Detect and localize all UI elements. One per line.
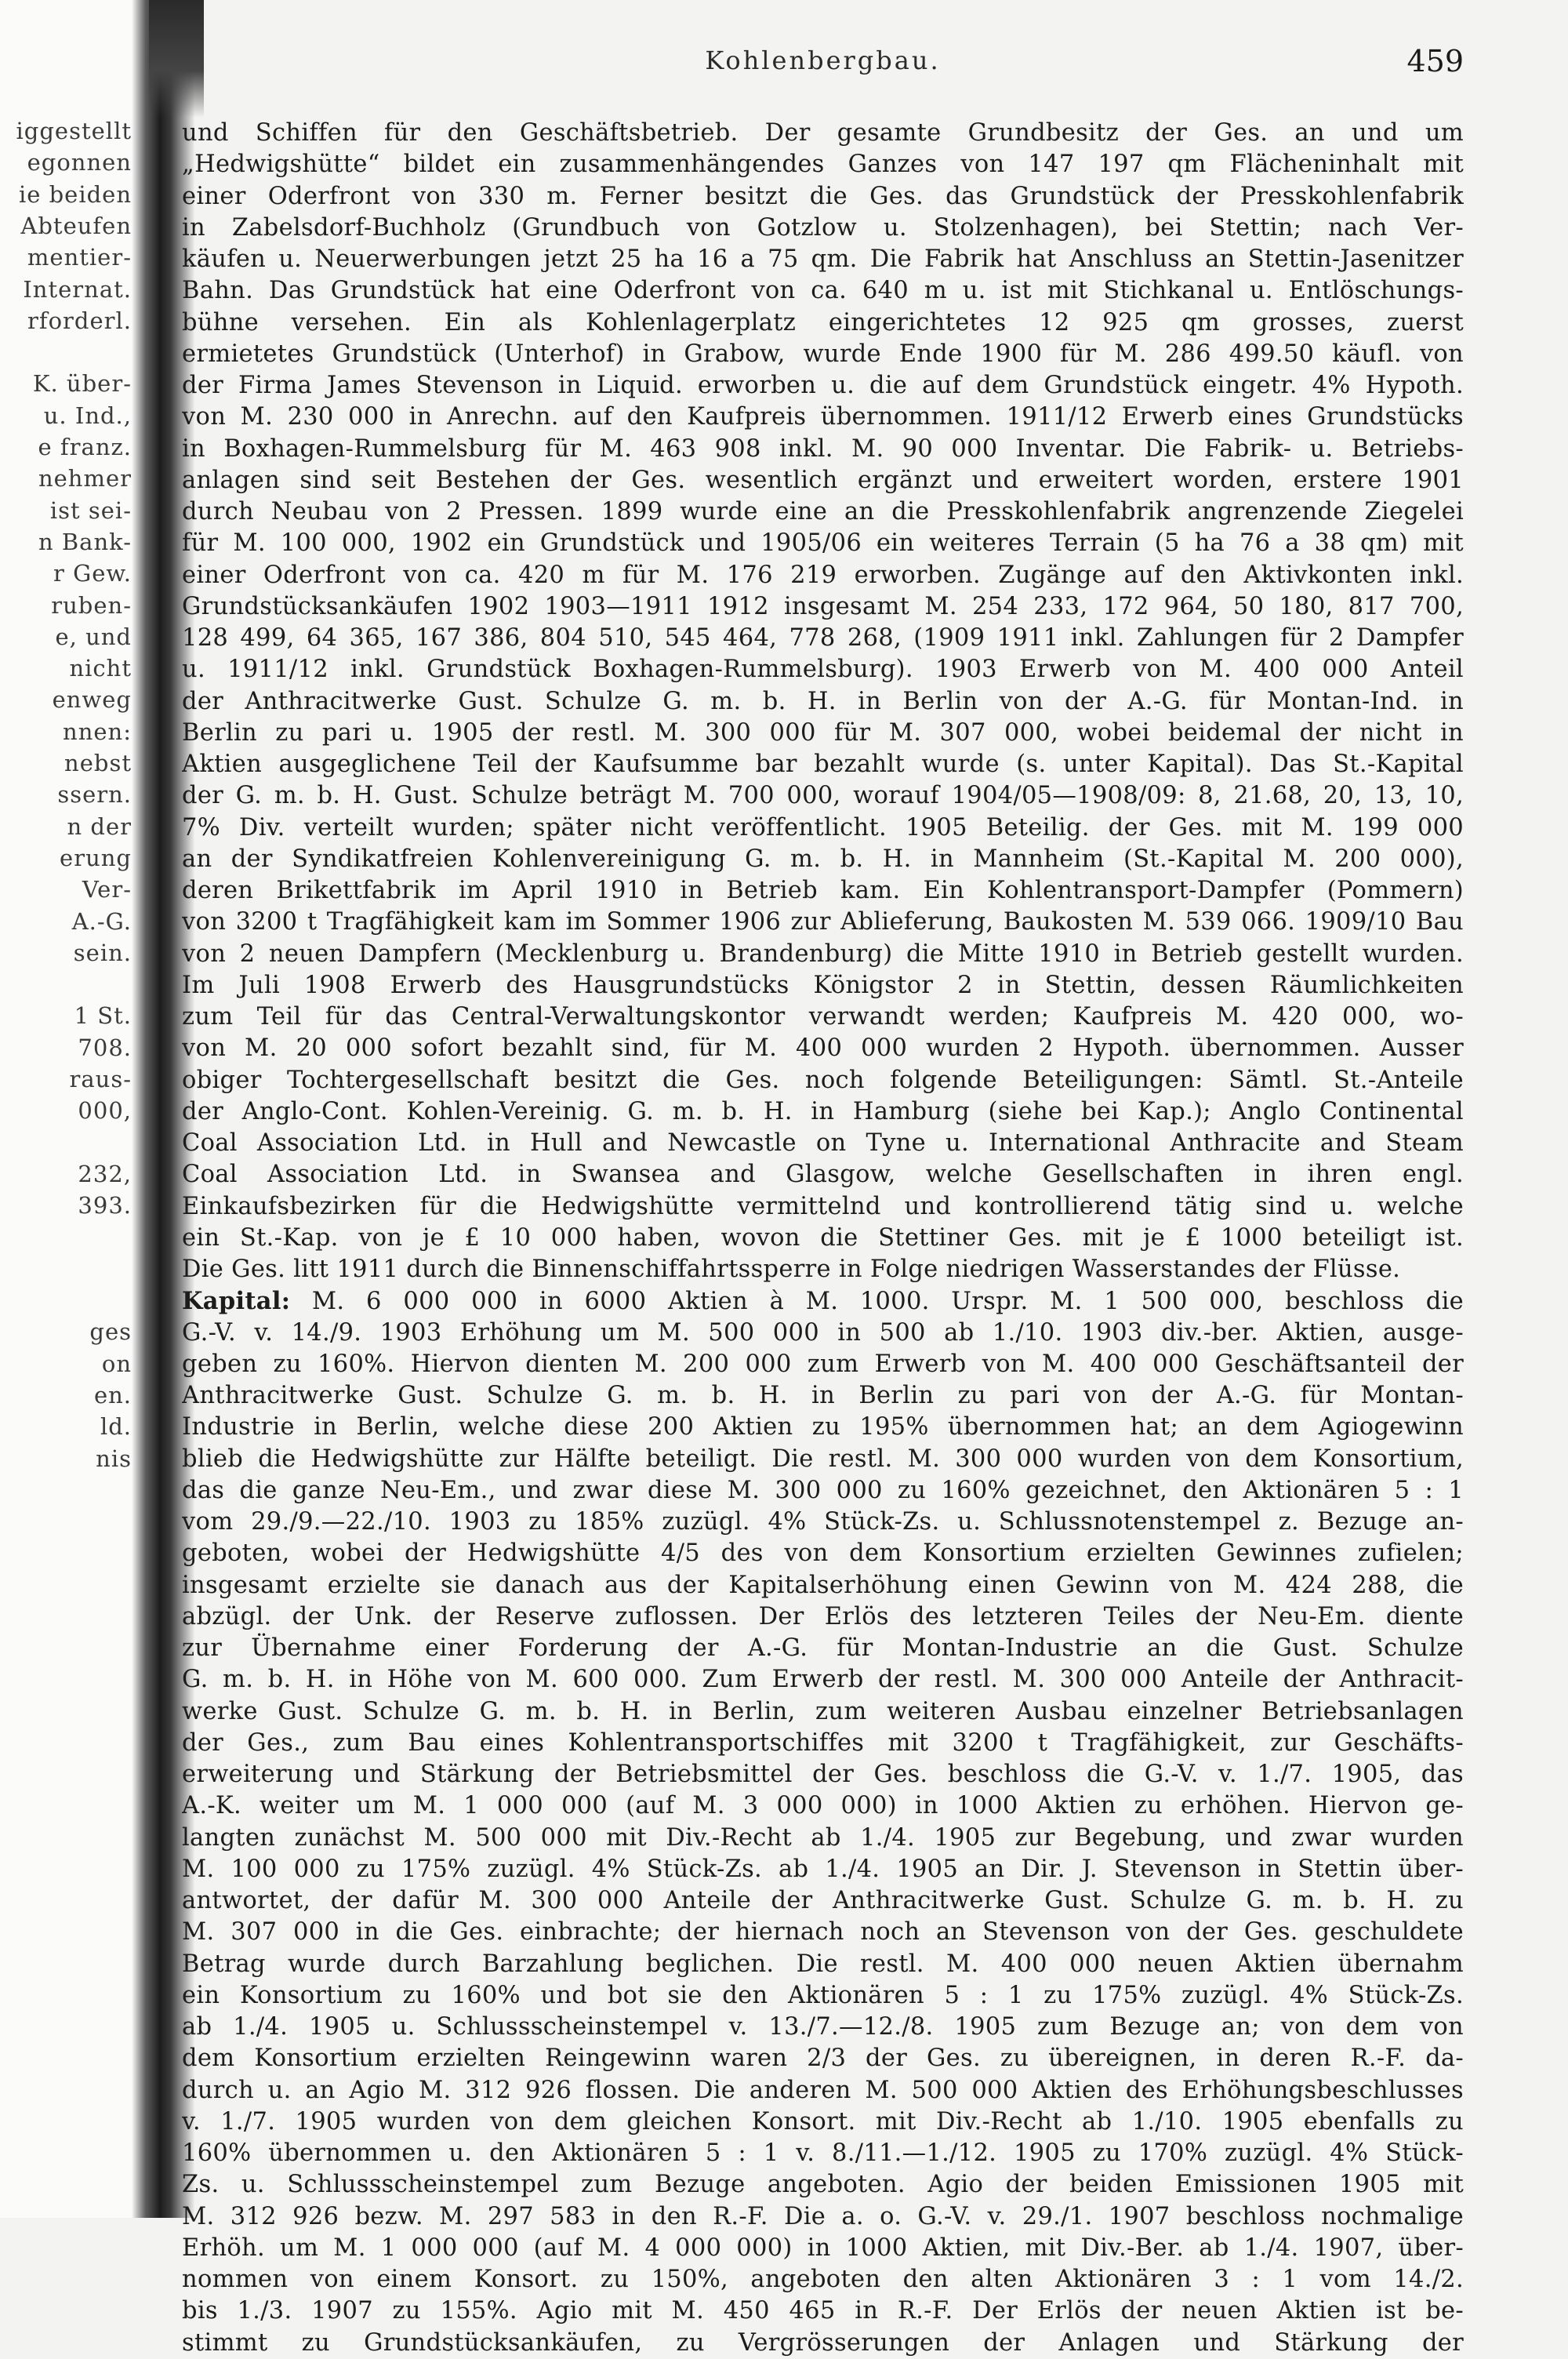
body-line-text: v. 1./7. 1905 wurden von dem gleichen Konsort. mit Div.-Recht ab 1./10. 1905 ebenfalls zu bbox=[182, 2107, 1464, 2135]
body-line bbox=[182, 1538, 1464, 1569]
body-line-text: nommen von einem Konsort. zu 150%, angeboten den alten Aktionären 3 : 1 vom 14./2. bbox=[182, 2266, 1464, 2293]
body-line bbox=[182, 1823, 1464, 1854]
body-line bbox=[182, 1191, 1464, 1223]
body-line-text: insgesamt erzielte sie danach aus der Kapitalserhöhung einen Gewinn von M. 424 288, die bbox=[182, 1571, 1464, 1599]
body-line bbox=[182, 812, 1464, 844]
body-line bbox=[182, 560, 1464, 591]
left-page-line: sein. bbox=[73, 939, 132, 966]
body-line-text: von 3200 t Tragfähigkeit kam im Sommer 1906 zur Ablieferung, Baukosten M. 539 066. 1909/10 Bau bbox=[182, 908, 1464, 936]
body-line bbox=[182, 2043, 1464, 2074]
body-line-text: u. 1911/12 inkl. Grundstück Boxhagen-Rummelsburg). 1903 Erwerb von M. 400 000 Anteil bbox=[182, 656, 1464, 684]
left-page-line: n der bbox=[67, 812, 132, 840]
body-line bbox=[182, 1349, 1464, 1380]
body-line bbox=[182, 149, 1464, 180]
body-line-text: der G. m. b. H. Gust. Schulze beträgt M. 700 000, worauf 1904/05—1908/09: 8, 21.68, 20, 13, 10, bbox=[182, 782, 1464, 810]
body-line-text: werke Gust. Schulze G. m. b. H. in Berlin, zum weiteren Ausbau einzelner Betriebsanlagen bbox=[182, 1697, 1464, 1725]
body-line-text: Im Juli 1908 Erwerb des Hausgrundstücks Königstor 2 in Stettin, dessen Räumlichkeiten bbox=[182, 971, 1464, 999]
body-line bbox=[182, 844, 1464, 875]
body-line-text: Einkaufsbezirken für die Hedwigshütte vermittelnd und kontrollierend tätig sind u. welche bbox=[182, 1192, 1464, 1220]
left-page-line: 393. bbox=[78, 1192, 132, 1219]
body-line bbox=[182, 2012, 1464, 2043]
body-line-text: dem Konsortium erzielten Reingewinn waren 2/3 der Ges. zu übereignen, in deren R.-F. da- bbox=[182, 2045, 1464, 2073]
left-page-line: 1 St. bbox=[74, 1002, 132, 1030]
body-line bbox=[182, 1790, 1464, 1822]
left-page-line: ges bbox=[89, 1318, 132, 1346]
body-line bbox=[182, 434, 1464, 465]
body-line bbox=[182, 1949, 1464, 1980]
body-line-text: Aktien ausgeglichene Teil der Kaufsumme bar bezahlt wurde (s. unter Kapital). Das St.-Kapital bbox=[182, 751, 1464, 778]
body-line-text: M. 6 000 000 in 6000 Aktien à M. 1000. Urspr. M. 1 500 000, beschloss die bbox=[290, 1288, 1464, 1316]
body-line-text: und Schiffen für den Geschäftsbetrieb. Der gesamte Grundbesitz der Ges. an und um bbox=[182, 119, 1464, 147]
body-line-text: „Hedwigshütte“ bildet ein zusammenhängendes Ganzes von 147 197 qm Flächeninhalt mit bbox=[182, 151, 1464, 179]
body-line bbox=[182, 1759, 1464, 1790]
body-line bbox=[182, 528, 1464, 559]
running-head: Kohlenbergbau. bbox=[705, 45, 941, 75]
body-line bbox=[182, 907, 1464, 938]
body-line-text: ermietetes Grundstück (Unterhof) in Grabow, wurde Ende 1900 für M. 286 499.50 käufl. von bbox=[182, 340, 1464, 368]
left-page-line: ist sei- bbox=[49, 496, 132, 524]
body-line bbox=[182, 244, 1464, 275]
body-line bbox=[182, 1159, 1464, 1190]
body-line-text: M. 312 926 bezw. M. 297 583 in den R.-F. Die a. o. G.-V. v. 29./1. 1907 beschloss nochmalige bbox=[182, 2202, 1464, 2230]
body-line bbox=[182, 307, 1464, 339]
body-line-text: einer Oderfront von ca. 420 m für M. 176 219 erworben. Zugänge auf den Aktivkonten inkl. bbox=[182, 561, 1464, 589]
body-line bbox=[182, 1380, 1464, 1412]
body-line-text: abzügl. der Unk. der Reserve zuflossen. Der Erlös des letzteren Teiles der Neu-Em. diente bbox=[182, 1602, 1464, 1630]
body-line bbox=[182, 2264, 1464, 2295]
body-line-text: zum Teil für das Central-Verwaltungskontor verwandt werden; Kaufpreis M. 420 000, wo- bbox=[182, 1003, 1464, 1030]
body-line bbox=[182, 780, 1464, 812]
body-line bbox=[182, 2075, 1464, 2106]
body-line-text: in Boxhagen-Rummelsburg für M. 463 908 inkl. M. 90 000 Inventar. Die Fabrik- u. Betriebs- bbox=[182, 434, 1464, 463]
body-line bbox=[182, 465, 1464, 496]
body-line bbox=[182, 496, 1464, 528]
left-page-line: n Bank- bbox=[38, 528, 132, 555]
left-page-line: ruben- bbox=[51, 591, 132, 619]
left-page-line: nehmer bbox=[38, 465, 132, 493]
left-page-line: raus- bbox=[69, 1066, 132, 1092]
body-line bbox=[182, 2328, 1464, 2359]
body-line-text: deren Brikettfabrik im April 1910 in Betrieb kam. Ein Kohlentransport-Dampfer (Pommern) bbox=[182, 877, 1464, 904]
body-line bbox=[182, 1854, 1464, 1885]
body-line-text: einer Oderfront von 330 m. Ferner besitzt die Ges. das Grundstück der Presskohlenfabrik bbox=[182, 182, 1464, 210]
body-line-text: von M. 230 000 in Anrechn. auf den Kaufpreis übernommen. 1911/12 Erwerb eines Grundstücks bbox=[182, 403, 1464, 431]
body-line-text: G. m. b. H. in Höhe von M. 600 000. Zum Erwerb der restl. M. 300 000 Anteile der Anthracit- bbox=[182, 1666, 1464, 1694]
body-line-text: käufen u. Neuerwerbungen jetzt 25 ha 16 a 75 qm. Die Fabrik hat Anschluss an Stettin-Jasenitzer bbox=[182, 245, 1464, 273]
body-line bbox=[182, 2295, 1464, 2327]
body-line bbox=[182, 623, 1464, 654]
body-line bbox=[182, 718, 1464, 749]
body-line-text: Zs. u. Schlussscheinstempel zum Bezuge angeboten. Agio der beiden Emissionen 1905 mit bbox=[182, 2171, 1464, 2199]
body-line bbox=[182, 1728, 1464, 1759]
left-page-line: A.-G. bbox=[71, 907, 132, 935]
left-page-line: iggestellt bbox=[16, 118, 132, 144]
body-line bbox=[182, 591, 1464, 623]
body-line bbox=[182, 1001, 1464, 1033]
body-line bbox=[182, 1128, 1464, 1159]
body-line-text: M. 307 000 in die Ges. einbrachte; der hiernach noch an Stevenson von der Ges. geschuldete bbox=[182, 1918, 1464, 1946]
body-line-text: Coal Association Ltd. in Hull and Newcastle on Tyne u. International Anthracite and Steam bbox=[182, 1129, 1464, 1157]
body-line bbox=[182, 1696, 1464, 1728]
body-line-text: das die ganze Neu-Em., und zwar diese M. 300 000 zu 160% gezeichnet, den Aktionären 5 : 1 bbox=[182, 1476, 1464, 1504]
left-page-line: K. über- bbox=[32, 370, 132, 398]
body-line-text: durch u. an Agio M. 312 926 flossen. Die anderen M. 500 000 Aktien des Erhöhungsbeschlusses bbox=[182, 2076, 1464, 2104]
left-page-line: egonnen bbox=[27, 149, 132, 176]
page-header bbox=[182, 45, 1464, 85]
body-line bbox=[182, 686, 1464, 718]
left-page-line: ld. bbox=[100, 1413, 132, 1441]
body-line-text: von 2 neuen Dampfern (Mecklenburg u. Brandenburg) die Mitte 1910 in Betrieb gestellt wurden. bbox=[182, 940, 1464, 968]
body-line bbox=[182, 275, 1464, 307]
body-line bbox=[182, 2169, 1464, 2201]
body-line-text: Industrie in Berlin, welche diese 200 Aktien zu 195% übernommen hat; an dem Agiogewinn bbox=[182, 1413, 1464, 1441]
body-line-text: Coal Association Ltd. in Swansea and Glasgow, welche Gesellschaften in ihren engl. bbox=[182, 1161, 1464, 1189]
body-line-text: an der Syndikatfreien Kohlenvereinigung G. m. b. H. in Mannheim (St.-Kapital M. 200 000), bbox=[182, 845, 1464, 873]
left-page-line: e, und bbox=[55, 623, 132, 650]
body-line-text: 7% Div. verteilt wurden; später nicht veröffentlicht. 1905 Beteilig. der Ges. mit M. 199 000 bbox=[182, 813, 1464, 841]
body-line-text: stimmt zu Grundstücksankäufen, zu Vergrösserungen der Anlagen und Stärkung der bbox=[182, 2328, 1464, 2357]
body-line-text: Die Ges. litt 1911 durch die Binnenschiffahrtssperre in Folge niedrigen Wasserstandes der Flüsse. bbox=[182, 1256, 1401, 1283]
body-line bbox=[182, 1033, 1464, 1064]
body-line bbox=[182, 970, 1464, 1001]
body-line-text: durch Neubau von 2 Pressen. 1899 wurde eine an die Presskohlenfabrik angrenzende Ziegelei bbox=[182, 498, 1464, 525]
body-line-text: Bahn. Das Grundstück hat eine Oderfront von ca. 640 m u. ist mit Stichkanal u. Entlöschungs- bbox=[182, 277, 1464, 305]
left-page-line: e franz. bbox=[38, 434, 132, 460]
body-line-text: obiger Tochtergesellschaft besitzt die Ges. noch folgende Beteiligungen: Sämtl. St.-Anteile bbox=[182, 1066, 1464, 1094]
body-line bbox=[182, 1444, 1464, 1475]
body-line bbox=[182, 1980, 1464, 2012]
body-line-text: blieb die Hedwigshütte zur Hälfte beteiligt. Die restl. M. 300 000 wurden von dem Konsortium, bbox=[182, 1445, 1464, 1473]
body-line-text: geben zu 160%. Hiervon dienten M. 200 000 zum Erwerb von M. 400 000 Geschäftsanteil der bbox=[182, 1350, 1464, 1378]
left-page-line: 708. bbox=[78, 1034, 132, 1061]
body-line-text: anlagen sind seit Bestehen der Ges. wesentlich ergänzt und erweitert worden, erstere 1901 bbox=[182, 466, 1464, 494]
left-page-line: nicht bbox=[69, 655, 132, 682]
body-line bbox=[182, 1096, 1464, 1128]
body-line-text: langten zunächst M. 500 000 mit Div.-Recht ab 1./4. 1905 zur Begebung, und zwar wurden bbox=[182, 1823, 1464, 1852]
body-line-text: geboten, wobei der Hedwigshütte 4/5 des von dem Konsortium erzielten Gewinnes zufielen; bbox=[182, 1539, 1464, 1568]
body-line bbox=[182, 402, 1464, 433]
body-line bbox=[182, 654, 1464, 685]
body-line bbox=[182, 1917, 1464, 1948]
body-line bbox=[182, 875, 1464, 907]
left-page-line: en. bbox=[93, 1382, 132, 1408]
body-line-text: erweiterung und Stärkung der Betriebsmittel der Ges. beschloss die G.-V. v. 1./7. 1905, das bbox=[182, 1761, 1464, 1788]
body-line bbox=[182, 2106, 1464, 2138]
body-line bbox=[182, 1223, 1464, 1254]
body-line bbox=[182, 1254, 1464, 1285]
body-line bbox=[182, 370, 1464, 402]
body-line-text: G.-V. v. 14./9. 1903 Erhöhung um M. 500 000 in 500 ab 1./10. 1903 div.-ber. Aktien, ausge- bbox=[182, 1318, 1464, 1347]
body-line-text: in Zabelsdorf-Buchholz (Grundbuch von Gotzlow u. Stolzenhagen), bei Stettin; nach Ver- bbox=[182, 213, 1464, 242]
body-line bbox=[182, 1475, 1464, 1507]
left-page-line: Internat. bbox=[23, 275, 132, 303]
body-line bbox=[182, 1065, 1464, 1096]
body-line-text: ab 1./4. 1905 u. Schlussscheinstempel v. 13./7.—12./8. 1905 zum Bezuge an; von dem von bbox=[182, 2013, 1464, 2041]
body-line-text: der Ges., zum Bau eines Kohlentransportschiffes mit 3200 t Tragfähigkeit, zur Geschäfts- bbox=[182, 1728, 1464, 1757]
left-page-line: nis bbox=[96, 1445, 132, 1472]
left-page-line: erung bbox=[60, 844, 132, 871]
body-line bbox=[182, 2233, 1464, 2264]
body-line-text: antwortet, der dafür M. 300 000 Anteile der Anthracitwerke Gust. Schulze G. m. b. H. zu bbox=[182, 1887, 1464, 1914]
body-line-text: der Anthracitwerke Gust. Schulze G. m. b. H. in Berlin von der A.-G. für Montan-Ind. in bbox=[182, 687, 1464, 715]
body-line-text: für M. 100 000, 1902 ein Grundstück und 1905/06 ein weiteres Terrain (5 ha 76 a 38 qm) mit bbox=[182, 529, 1464, 558]
body-line bbox=[182, 1570, 1464, 1601]
body-line bbox=[182, 1633, 1464, 1664]
body-line-text: 160% übernommen u. den Aktionären 5 : 1 v. 8./11.—1./12. 1905 zu 170% zuzügl. 4% Stück- bbox=[182, 2139, 1464, 2167]
left-page-line: 000, bbox=[78, 1097, 132, 1125]
body-line bbox=[182, 118, 1464, 149]
section-label-kapital: Kapital: bbox=[182, 1287, 291, 1316]
body-line-text: ein Konsortium zu 160% und bot sie den Aktionären 5 : 1 zu 175% zuzügl. 4% Stück-Zs. bbox=[182, 1981, 1464, 2009]
body-line-text: A.-K. weiter um M. 1 000 000 (auf M. 3 000 000) in 1000 Aktien zu erhöhen. Hiervon ge- bbox=[182, 1792, 1464, 1820]
left-page-line: enweg bbox=[52, 686, 132, 714]
body-line bbox=[182, 2201, 1464, 2233]
body-line bbox=[182, 1318, 1464, 1349]
body-line bbox=[182, 1601, 1464, 1633]
body-line bbox=[182, 1885, 1464, 1917]
body-line-text: Erhöh. um M. 1 000 000 (auf M. 4 000 000) in 1000 Aktien, mit Div.-Ber. ab 1./4. 1907, über- bbox=[182, 2234, 1464, 2262]
kapital-paragraph-line bbox=[182, 1285, 1464, 1317]
body-line-text: bis 1./3. 1907 zu 155%. Agio mit M. 450 465 in R.-F. Der Erlös der neuen Aktien ist be- bbox=[182, 2297, 1464, 2325]
left-page-line: nebst bbox=[64, 750, 132, 776]
body-line-text: M. 100 000 zu 175% zuzügl. 4% Stück-Zs. ab 1./4. 1905 an Dir. J. Stevenson in Stettin über- bbox=[182, 1855, 1464, 1883]
body-line-text: der Anglo-Cont. Kohlen-Vereinig. G. m. b. H. in Hamburg (siehe bei Kap.); Anglo Continental bbox=[182, 1097, 1464, 1125]
body-line-text: vom 29./9.—22./10. 1903 zu 185% zuzügl. 4% Stück-Zs. u. Schlussnotenstempel z. Bezuge an- bbox=[182, 1508, 1464, 1536]
body-line-text: ein St.-Kap. von je £ 10 000 haben, wovon die Stettiner Ges. mit je £ 1000 beteiligt ist. bbox=[182, 1223, 1464, 1252]
body-line-text: Betrag wurde durch Barzahlung beglichen. Die restl. M. 400 000 neuen Aktien übernahm bbox=[182, 1950, 1464, 1978]
left-page-line: nnen: bbox=[63, 718, 132, 745]
left-page-fragment bbox=[0, 0, 149, 2218]
left-page-line: mentier- bbox=[27, 244, 132, 271]
body-line bbox=[182, 749, 1464, 780]
body-line-text: von M. 20 000 sofort bezahlt sind, für M. 400 000 wurden 2 Hypoth. übernommen. Ausser bbox=[182, 1034, 1464, 1063]
body-line-text: Grundstücksankäufen 1902 1903—1911 1912 insgesamt M. 254 233, 172 964, 50 180, 817 700, bbox=[182, 592, 1464, 620]
body-line bbox=[182, 1412, 1464, 1443]
left-page-line: ssern. bbox=[57, 781, 132, 809]
body-line bbox=[182, 213, 1464, 244]
left-page-line: on bbox=[101, 1350, 132, 1377]
left-page-line: 232, bbox=[78, 1160, 132, 1187]
left-page-line: Ver- bbox=[82, 876, 132, 903]
body-line bbox=[182, 181, 1464, 213]
left-page-line: ie beiden bbox=[18, 180, 132, 208]
left-page-line: r Gew. bbox=[53, 560, 132, 587]
body-line-text: Anthracitwerke Gust. Schulze G. m. b. H. in Berlin zu pari von der A.-G. für Montan- bbox=[182, 1382, 1464, 1409]
body-line bbox=[182, 939, 1464, 970]
body-line-text: bühne versehen. Ein als Kohlenlagerplatz eingerichtetes 12 925 qm grosses, zuerst bbox=[182, 308, 1464, 336]
body-line-text: der Firma James Stevenson in Liquid. erworben u. die auf dem Grundstück eingetr. 4% Hypoth. bbox=[182, 372, 1464, 399]
left-page-line: Abteufen bbox=[20, 212, 132, 239]
left-page-line: u. Ind., bbox=[43, 402, 132, 429]
body-line-text: Berlin zu pari u. 1905 der restl. M. 300 000 für M. 307 000, wobei beidemal der nicht in bbox=[182, 718, 1464, 747]
body-line bbox=[182, 1664, 1464, 1696]
body-line-text: 128 499, 64 365, 167 386, 804 510, 545 464, 778 268, (1909 1911 inkl. Zahlungen für 2 Dampfer bbox=[182, 624, 1464, 652]
page-number: 459 bbox=[1406, 44, 1464, 78]
body-line bbox=[182, 2138, 1464, 2169]
left-page-line: rforderl. bbox=[27, 307, 132, 334]
body-line bbox=[182, 1507, 1464, 1538]
body-line bbox=[182, 339, 1464, 370]
body-line-text: zur Übernahme einer Forderung der A.-G. für Montan-Industrie an die Gust. Schulze bbox=[182, 1634, 1464, 1662]
